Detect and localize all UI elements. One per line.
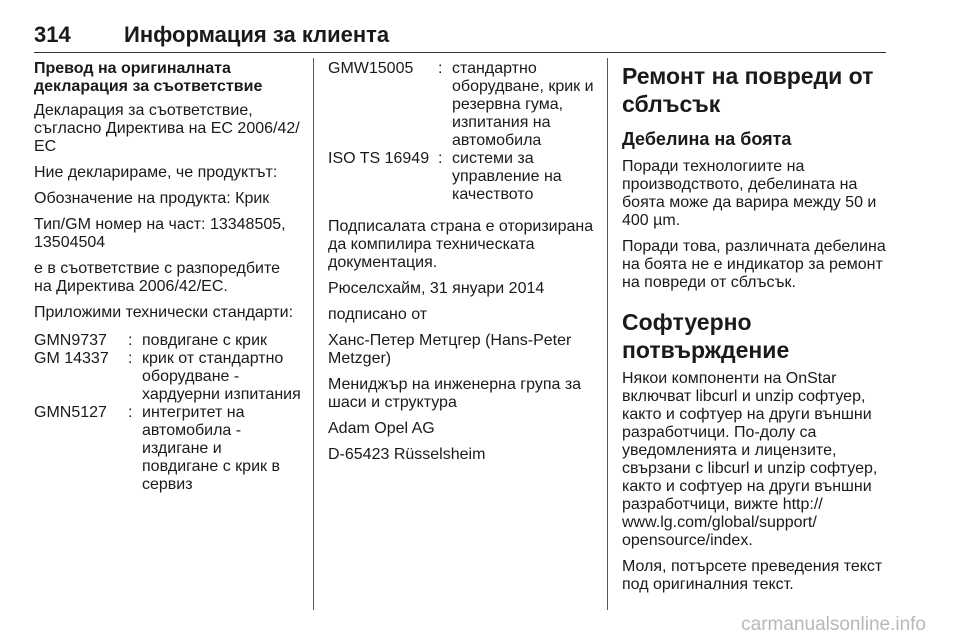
- declaration-heading-line1: Превод на оригиналната: [34, 60, 231, 77]
- column-divider-2: [607, 58, 608, 610]
- column-divider-1: [313, 58, 314, 610]
- paragraph: Моля, потърсете преведения текст под оригиналния текст.: [622, 558, 883, 593]
- paragraph: Adam Opel AG: [328, 420, 435, 437]
- paragraph: Ние декларираме, че продуктът:: [34, 164, 278, 181]
- paragraph: подписано от: [328, 306, 428, 323]
- standard-description: интегритет на автомобила - издигане и повдигане с крик в сервиз: [142, 404, 280, 493]
- header-divider: [34, 52, 886, 53]
- watermark: carmanualsonline.info: [741, 614, 926, 635]
- standard-separator: :: [438, 60, 443, 77]
- standard-code: GMW15005: [328, 60, 414, 77]
- standard-separator: :: [128, 332, 133, 349]
- paragraph: Някои компоненти на OnStar включват libcurl и unzip софтуер, както и софтуер на други външни разработчици. По-долу са уведомленията и лицензите, свързани с libcurl и unzip софтуер, както и софтуер на други външни разработчици, вижте http:// www.lg.com/global/support/ opensource/index.: [622, 370, 878, 549]
- column-3: [622, 60, 888, 602]
- standard-code: GMN9737: [34, 332, 107, 349]
- standard-separator: :: [128, 404, 133, 421]
- standard-description: повдигане с крик: [142, 332, 267, 349]
- column-2: [328, 60, 594, 472]
- column-1: [34, 60, 302, 504]
- standard-row: [328, 60, 594, 150]
- paragraph: Рюселсхайм, 31 януари 2014: [328, 280, 545, 297]
- paragraph: Мениджър на инженерна група за шаси и структура: [328, 376, 582, 411]
- paragraph: Декларация за съответствие, съгласно Директива на ЕС 2006/42/ЕС: [34, 102, 300, 155]
- paragraph: D-65423 Rüsselsheim: [328, 446, 486, 463]
- standard-code: ISO TS 16949: [328, 150, 430, 167]
- standard-separator: :: [128, 350, 133, 367]
- standard-description: стандартно оборудване, крик и резервна гума, изпитания на автомобила: [452, 60, 594, 149]
- paragraph: Подписалата страна е оторизирана да компилира техническата документация.: [328, 218, 594, 271]
- section-title-repair: Ремонт на повреди от сблъсък: [622, 63, 874, 117]
- paragraph: Поради това, различната дебелина на боята не е индикатор за ремонт на повреди от сблъсък.: [622, 238, 886, 291]
- standard-code: GMN5127: [34, 404, 107, 421]
- standard-separator: :: [438, 150, 443, 167]
- standard-description: системи за управление на качеството: [452, 150, 562, 203]
- standard-row: [328, 150, 594, 204]
- page-title: Информация за клиента: [124, 22, 390, 47]
- paragraph: Ханс-Петер Метцгер (Hans-Peter Metzger): [328, 332, 572, 367]
- standard-row: [34, 404, 302, 494]
- section-title-software: Софтуерно потвърждение: [622, 309, 790, 363]
- paragraph: е в съответствие с разпоредбите на Директива 2006/42/ЕС.: [34, 260, 280, 295]
- standards-list: [34, 332, 302, 494]
- declaration-heading: [34, 60, 302, 96]
- standard-row: [34, 350, 302, 404]
- standard-code: GM 14337: [34, 350, 109, 367]
- declaration-heading-line2: декларация за съответствие: [34, 78, 263, 95]
- standard-row: [34, 332, 302, 350]
- standard-description: крик от стандартно оборудване - хардуерни изпитания: [142, 350, 301, 403]
- section-subtitle-paint: Дебелина на боята: [622, 129, 792, 149]
- page-number: 314: [34, 22, 71, 47]
- paragraph: Поради технологиите на производството, дебелината на боята може да варира между 50 и 400 µm.: [622, 158, 877, 229]
- paragraph: Обозначение на продукта: Крик: [34, 190, 270, 207]
- paragraph: Приложими технически стандарти:: [34, 304, 294, 321]
- standards-list: [328, 60, 594, 204]
- paragraph: Тип/GM номер на част: 13348505, 13504504: [34, 216, 286, 251]
- page-header: [34, 22, 884, 50]
